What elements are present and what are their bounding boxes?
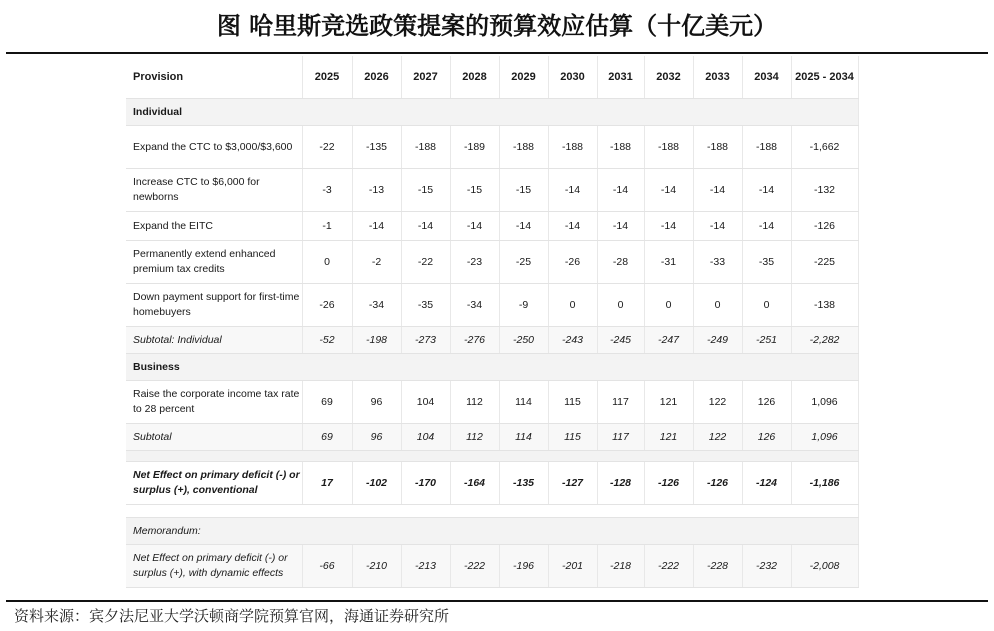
value-cell: -188: [644, 126, 693, 169]
row-label: Permanently extend enhanced premium tax credits: [126, 241, 302, 284]
value-cell: 117: [597, 424, 644, 451]
value-cell: 121: [644, 381, 693, 424]
value-cell: 117: [597, 381, 644, 424]
value-cell: 126: [742, 424, 791, 451]
value-cell: -135: [352, 126, 401, 169]
value-cell: 112: [450, 424, 499, 451]
value-cell: -13: [352, 169, 401, 212]
value-cell: 1,096: [791, 424, 858, 451]
value-cell: -34: [352, 284, 401, 327]
header-cell: 2028: [450, 56, 499, 99]
row-label: Net Effect on primary deficit (-) or surplus (+), conventional: [126, 462, 302, 505]
value-cell: -33: [693, 241, 742, 284]
source-note: 资料来源：宾夕法尼亚大学沃顿商学院预算官网，海通证券研究所: [14, 607, 450, 625]
header-cell: 2029: [499, 56, 548, 99]
value-cell: -127: [548, 462, 597, 505]
memorandum-label: Memorandum:: [126, 518, 858, 545]
value-cell: -2,008: [791, 545, 858, 588]
value-cell: 0: [548, 284, 597, 327]
value-cell: -249: [693, 327, 742, 354]
value-cell: -138: [791, 284, 858, 327]
value-cell: -126: [791, 212, 858, 241]
value-cell: -14: [548, 212, 597, 241]
value-cell: -14: [352, 212, 401, 241]
row-label: Increase CTC to $6,000 for newborns: [126, 169, 302, 212]
value-cell: 115: [548, 381, 597, 424]
value-cell: -273: [401, 327, 450, 354]
top-rule: [6, 52, 988, 54]
value-cell: -52: [302, 327, 352, 354]
value-cell: 17: [302, 462, 352, 505]
net-effect-row: [126, 462, 858, 505]
value-cell: -132: [791, 169, 858, 212]
value-cell: -251: [742, 327, 791, 354]
value-cell: 1,096: [791, 381, 858, 424]
row-label: Net Effect on primary deficit (-) or surplus (+), with dynamic effects: [126, 545, 302, 588]
table-row: [126, 126, 858, 169]
table-row: [126, 241, 858, 284]
value-cell: -14: [597, 169, 644, 212]
value-cell: -188: [401, 126, 450, 169]
value-cell: -35: [742, 241, 791, 284]
subtotal-row: [126, 327, 858, 354]
header-cell: 2026: [352, 56, 401, 99]
table-row: [126, 212, 858, 241]
value-cell: 114: [499, 424, 548, 451]
value-cell: -1,186: [791, 462, 858, 505]
value-cell: -14: [644, 212, 693, 241]
value-cell: -170: [401, 462, 450, 505]
header-cell: 2031: [597, 56, 644, 99]
value-cell: 104: [401, 381, 450, 424]
value-cell: -1: [302, 212, 352, 241]
value-cell: -14: [742, 212, 791, 241]
value-cell: 69: [302, 381, 352, 424]
figure-title: 图 哈里斯竞选政策提案的预算效应估算（十亿美元）: [216, 11, 778, 40]
header-cell: Provision: [126, 56, 302, 99]
value-cell: -198: [352, 327, 401, 354]
value-cell: -14: [644, 169, 693, 212]
row-label: Expand the EITC: [126, 212, 302, 241]
subtotal-row: [126, 424, 858, 451]
row-label: Subtotal: [126, 424, 302, 451]
value-cell: -128: [597, 462, 644, 505]
value-cell: -3: [302, 169, 352, 212]
value-cell: -222: [450, 545, 499, 588]
value-cell: -22: [401, 241, 450, 284]
value-cell: -188: [548, 126, 597, 169]
value-cell: 121: [644, 424, 693, 451]
value-cell: -14: [450, 212, 499, 241]
header-cell: 2027: [401, 56, 450, 99]
value-cell: -135: [499, 462, 548, 505]
value-cell: -1,662: [791, 126, 858, 169]
value-cell: -189: [450, 126, 499, 169]
header-cell: 2034: [742, 56, 791, 99]
value-cell: -9: [499, 284, 548, 327]
value-cell: -124: [742, 462, 791, 505]
header-cell: 2033: [693, 56, 742, 99]
value-cell: -102: [352, 462, 401, 505]
value-cell: 0: [644, 284, 693, 327]
value-cell: -23: [450, 241, 499, 284]
value-cell: -22: [302, 126, 352, 169]
value-cell: 115: [548, 424, 597, 451]
value-cell: -188: [597, 126, 644, 169]
value-cell: -14: [499, 212, 548, 241]
value-cell: -222: [644, 545, 693, 588]
value-cell: -164: [450, 462, 499, 505]
header-cell: 2025: [302, 56, 352, 99]
value-cell: 69: [302, 424, 352, 451]
value-cell: -218: [597, 545, 644, 588]
section-label: Business: [126, 354, 858, 381]
value-cell: -276: [450, 327, 499, 354]
value-cell: 112: [450, 381, 499, 424]
value-cell: -15: [450, 169, 499, 212]
value-cell: -66: [302, 545, 352, 588]
row-label: Subtotal: Individual: [126, 327, 302, 354]
value-cell: -14: [401, 212, 450, 241]
spacer-row: [126, 505, 858, 518]
value-cell: -14: [742, 169, 791, 212]
value-cell: -247: [644, 327, 693, 354]
table-row: [126, 169, 858, 212]
value-cell: -126: [644, 462, 693, 505]
value-cell: -2,282: [791, 327, 858, 354]
value-cell: -243: [548, 327, 597, 354]
value-cell: -245: [597, 327, 644, 354]
value-cell: -15: [499, 169, 548, 212]
value-cell: -232: [742, 545, 791, 588]
value-cell: -126: [693, 462, 742, 505]
header-cell: 2032: [644, 56, 693, 99]
header-cell: 2030: [548, 56, 597, 99]
memorandum-row: [126, 518, 858, 545]
value-cell: -26: [548, 241, 597, 284]
value-cell: 96: [352, 381, 401, 424]
header-row: [126, 56, 858, 99]
value-cell: -213: [401, 545, 450, 588]
spacer-row: [126, 451, 858, 462]
value-cell: -201: [548, 545, 597, 588]
budget-table: [126, 56, 859, 588]
section-row-business: [126, 354, 858, 381]
value-cell: -31: [644, 241, 693, 284]
value-cell: 104: [401, 424, 450, 451]
value-cell: -210: [352, 545, 401, 588]
row-label: Expand the CTC to $3,000/$3,600: [126, 126, 302, 169]
value-cell: 96: [352, 424, 401, 451]
bottom-rule: [6, 600, 988, 602]
row-label: Raise the corporate income tax rate to 28 percent: [126, 381, 302, 424]
value-cell: -15: [401, 169, 450, 212]
value-cell: -228: [693, 545, 742, 588]
table-row: [126, 284, 858, 327]
row-label: Down payment support for first-time homebuyers: [126, 284, 302, 327]
value-cell: -188: [693, 126, 742, 169]
value-cell: 0: [693, 284, 742, 327]
value-cell: -26: [302, 284, 352, 327]
value-cell: -34: [450, 284, 499, 327]
header-cell: 2025 - 2034: [791, 56, 858, 99]
dynamic-effect-row: [126, 545, 858, 588]
value-cell: -25: [499, 241, 548, 284]
value-cell: -28: [597, 241, 644, 284]
value-cell: 122: [693, 381, 742, 424]
value-cell: -14: [693, 212, 742, 241]
value-cell: 114: [499, 381, 548, 424]
section-row-individual: [126, 99, 858, 126]
value-cell: 0: [302, 241, 352, 284]
value-cell: -14: [693, 169, 742, 212]
section-label: Individual: [126, 99, 858, 126]
value-cell: 122: [693, 424, 742, 451]
value-cell: -35: [401, 284, 450, 327]
value-cell: -188: [742, 126, 791, 169]
value-cell: 0: [742, 284, 791, 327]
value-cell: -250: [499, 327, 548, 354]
value-cell: -14: [548, 169, 597, 212]
table-row: [126, 381, 858, 424]
value-cell: -225: [791, 241, 858, 284]
value-cell: 0: [597, 284, 644, 327]
value-cell: -196: [499, 545, 548, 588]
value-cell: -14: [597, 212, 644, 241]
value-cell: 126: [742, 381, 791, 424]
value-cell: -2: [352, 241, 401, 284]
value-cell: -188: [499, 126, 548, 169]
